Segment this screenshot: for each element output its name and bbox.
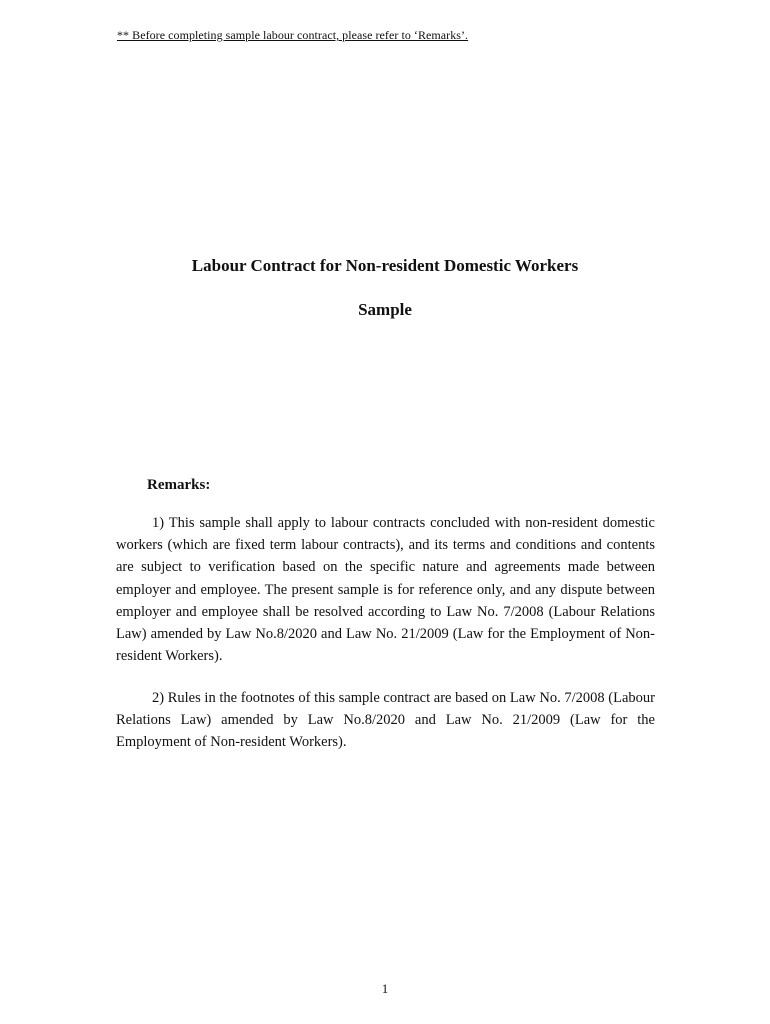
document-title: Labour Contract for Non-resident Domestic Workers: [191, 256, 579, 275]
page-number: 1: [381, 981, 389, 996]
remarks-heading: Remarks:: [147, 477, 211, 493]
top-note: ** Before completing sample labour contract, please refer to ‘Remarks’.: [117, 28, 469, 42]
document-subtitle: Sample: [358, 300, 412, 319]
remarks-paragraph-1: 1) This sample shall apply to labour contracts concluded with non-resident domestic workers (which are fixed term labour contracts), and its terms and conditions and contents are subject to verification based on the specific nature and agreements made between employer and employee. The present sample is for reference only, and any dispute between employer and employee shall be resolved according to Law No. 7/2008 (Labour Relations Law) amended by Law No.8/2020 and Law No. 21/2009 (Law for the Employment of Non-resident Workers).: [116, 515, 655, 665]
remarks-paragraph-2: 2) Rules in the footnotes of this sample contract are based on Law No. 7/2008 (Labour Relations Law) amended by Law No.8/2020 and Law No. 21/2009 (Law for the Employment of Non-resident Workers).: [116, 690, 655, 751]
